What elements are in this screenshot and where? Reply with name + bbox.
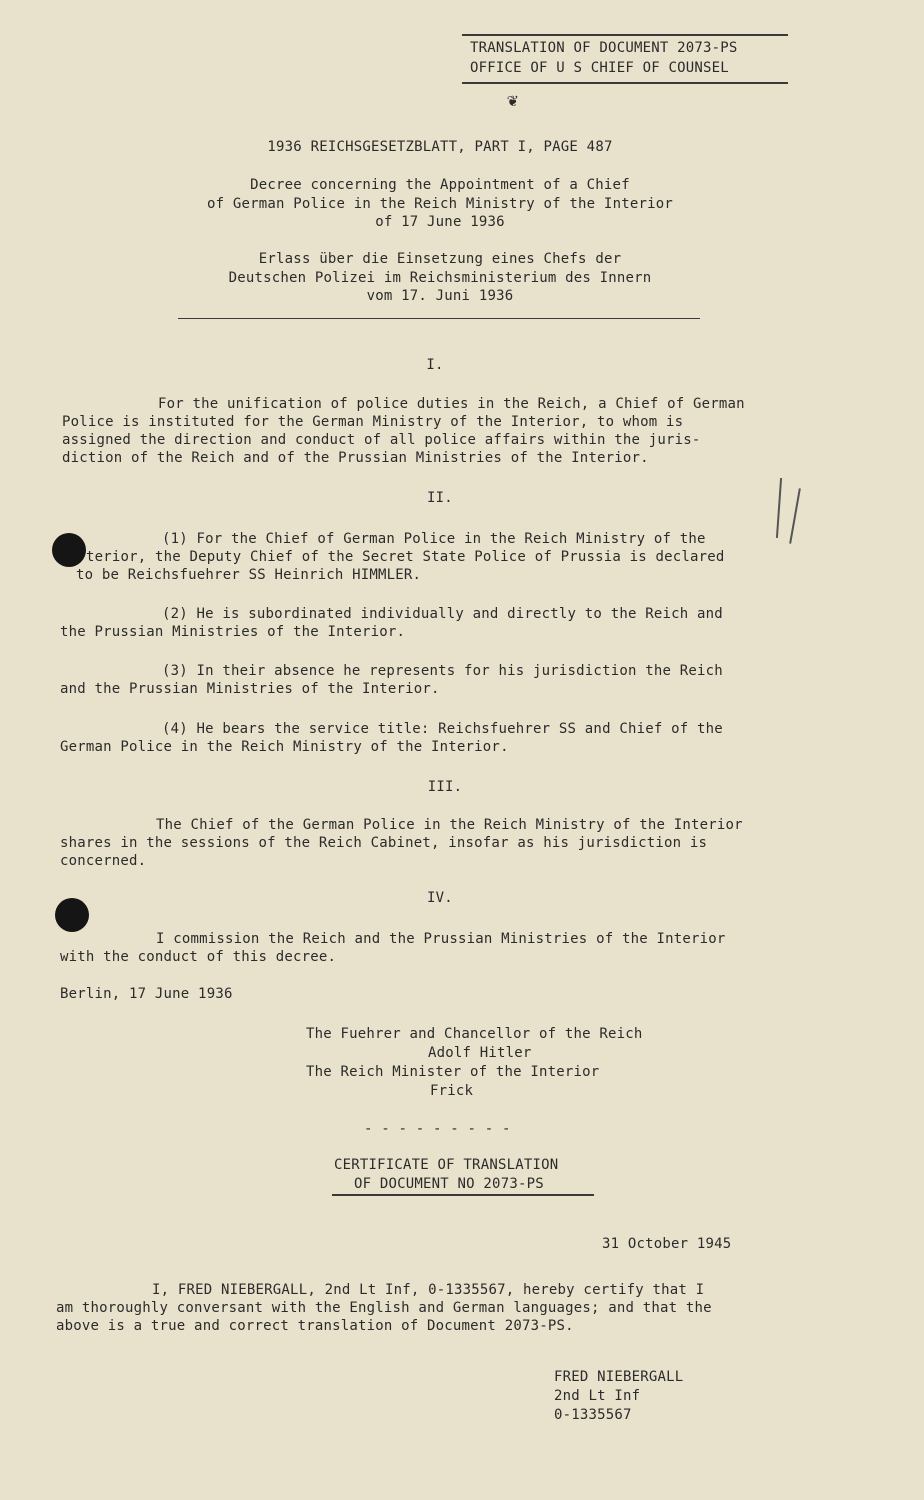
section-3-line-3: concerned. [60, 853, 147, 869]
section-4-line-1: I commission the Reich and the Prussian Ministries of the Interior [156, 931, 726, 947]
place-date: Berlin, 17 June 1936 [60, 986, 233, 1002]
section-3-heading: III. [427, 779, 463, 795]
title-de-line-3: vom 17. Juni 1936 [366, 288, 514, 304]
ink-mark-icon: ❦ [507, 90, 518, 111]
section-2-p4-line-2: German Police in the Reich Ministry of the Interior. [60, 739, 509, 755]
section-2-p4-line-1: (4) He bears the service title: Reichsfuehrer SS and Chief of the [162, 721, 723, 737]
certificate-line-2: am thoroughly conversant with the English and German languages; and that the [56, 1300, 712, 1316]
signature-line-3: The Reich Minister of the Interior [306, 1064, 600, 1080]
section-2-p2-line-1: (2) He is subordinated individually and directly to the Reich and [162, 606, 723, 622]
title-divider [178, 318, 700, 319]
signer-name: FRED NIEBERGALL [554, 1369, 684, 1385]
header-top-rule [462, 34, 788, 36]
section-2-p3-line-2: and the Prussian Ministries of the Interior. [60, 681, 440, 697]
certificate-title-underline [332, 1194, 594, 1196]
section-3-line-1: The Chief of the German Police in the Reich Ministry of the Interior [156, 817, 743, 833]
certificate-date: 31 October 1945 [602, 1236, 732, 1252]
title-de-line-1: Erlass über die Einsetzung eines Chefs der [258, 251, 622, 267]
section-4-heading: IV. [427, 890, 453, 906]
pencil-mark [776, 478, 782, 538]
signature-line-2: Adolf Hitler [428, 1045, 532, 1061]
certificate-line-3: above is a true and correct translation of Document 2073-PS. [56, 1318, 574, 1334]
section-2-p1-line-3: to be Reichsfuehrer SS Heinrich HIMMLER. [76, 567, 422, 583]
section-1-heading: I. [426, 357, 444, 373]
section-4-line-2: with the conduct of this decree. [60, 949, 337, 965]
punch-hole [55, 898, 89, 932]
certificate-title-1: CERTIFICATE OF TRANSLATION [334, 1157, 559, 1173]
section-2-heading: II. [427, 490, 453, 506]
certificate-line-1: I, FRED NIEBERGALL, 2nd Lt Inf, 0-1335567, hereby certify that I [152, 1282, 705, 1298]
source-reference: 1936 REICHSGESETZBLATT, PART I, PAGE 487 [267, 139, 613, 155]
section-1-line-4: diction of the Reich and of the Prussian Ministries of the Interior. [62, 450, 649, 466]
separator: - - - - - - - - - [364, 1121, 511, 1137]
header-line-1: TRANSLATION OF DOCUMENT 2073-PS [470, 40, 738, 56]
title-en-line-3: of 17 June 1936 [375, 214, 505, 230]
signer-serial: 0-1335567 [554, 1407, 632, 1423]
section-1-line-1: For the unification of police duties in the Reich, a Chief of German [158, 396, 745, 412]
certificate-title-2: OF DOCUMENT NO 2073-PS [354, 1176, 544, 1192]
signer-rank: 2nd Lt Inf [554, 1388, 641, 1404]
title-en-line-1: Decree concerning the Appointment of a Chief [250, 177, 630, 193]
section-2-p1-line-2: terior, the Deputy Chief of the Secret State Police of Prussia is declared [86, 549, 725, 565]
section-2-p2-line-2: the Prussian Ministries of the Interior. [60, 624, 406, 640]
punch-hole [52, 533, 86, 567]
header-line-2: OFFICE OF U S CHIEF OF COUNSEL [470, 60, 729, 76]
header-bottom-rule [462, 82, 788, 84]
signature-line-1: The Fuehrer and Chancellor of the Reich [306, 1026, 643, 1042]
section-2-p1-line-1: (1) For the Chief of German Police in the Reich Ministry of the [162, 531, 706, 547]
title-en-line-2: of German Police in the Reich Ministry of the Interior [207, 196, 673, 212]
signature-line-4: Frick [430, 1083, 474, 1099]
section-3-line-2: shares in the sessions of the Reich Cabinet, insofar as his jurisdiction is [60, 835, 708, 851]
title-de-line-2: Deutschen Polizei im Reichsministerium des Innern [228, 270, 652, 286]
section-1-line-3: assigned the direction and conduct of all police affairs within the juris- [62, 432, 701, 448]
section-2-p3-line-1: (3) In their absence he represents for his jurisdiction the Reich [162, 663, 723, 679]
section-1-line-2: Police is instituted for the German Ministry of the Interior, to whom is [62, 414, 684, 430]
pencil-mark [789, 488, 801, 543]
